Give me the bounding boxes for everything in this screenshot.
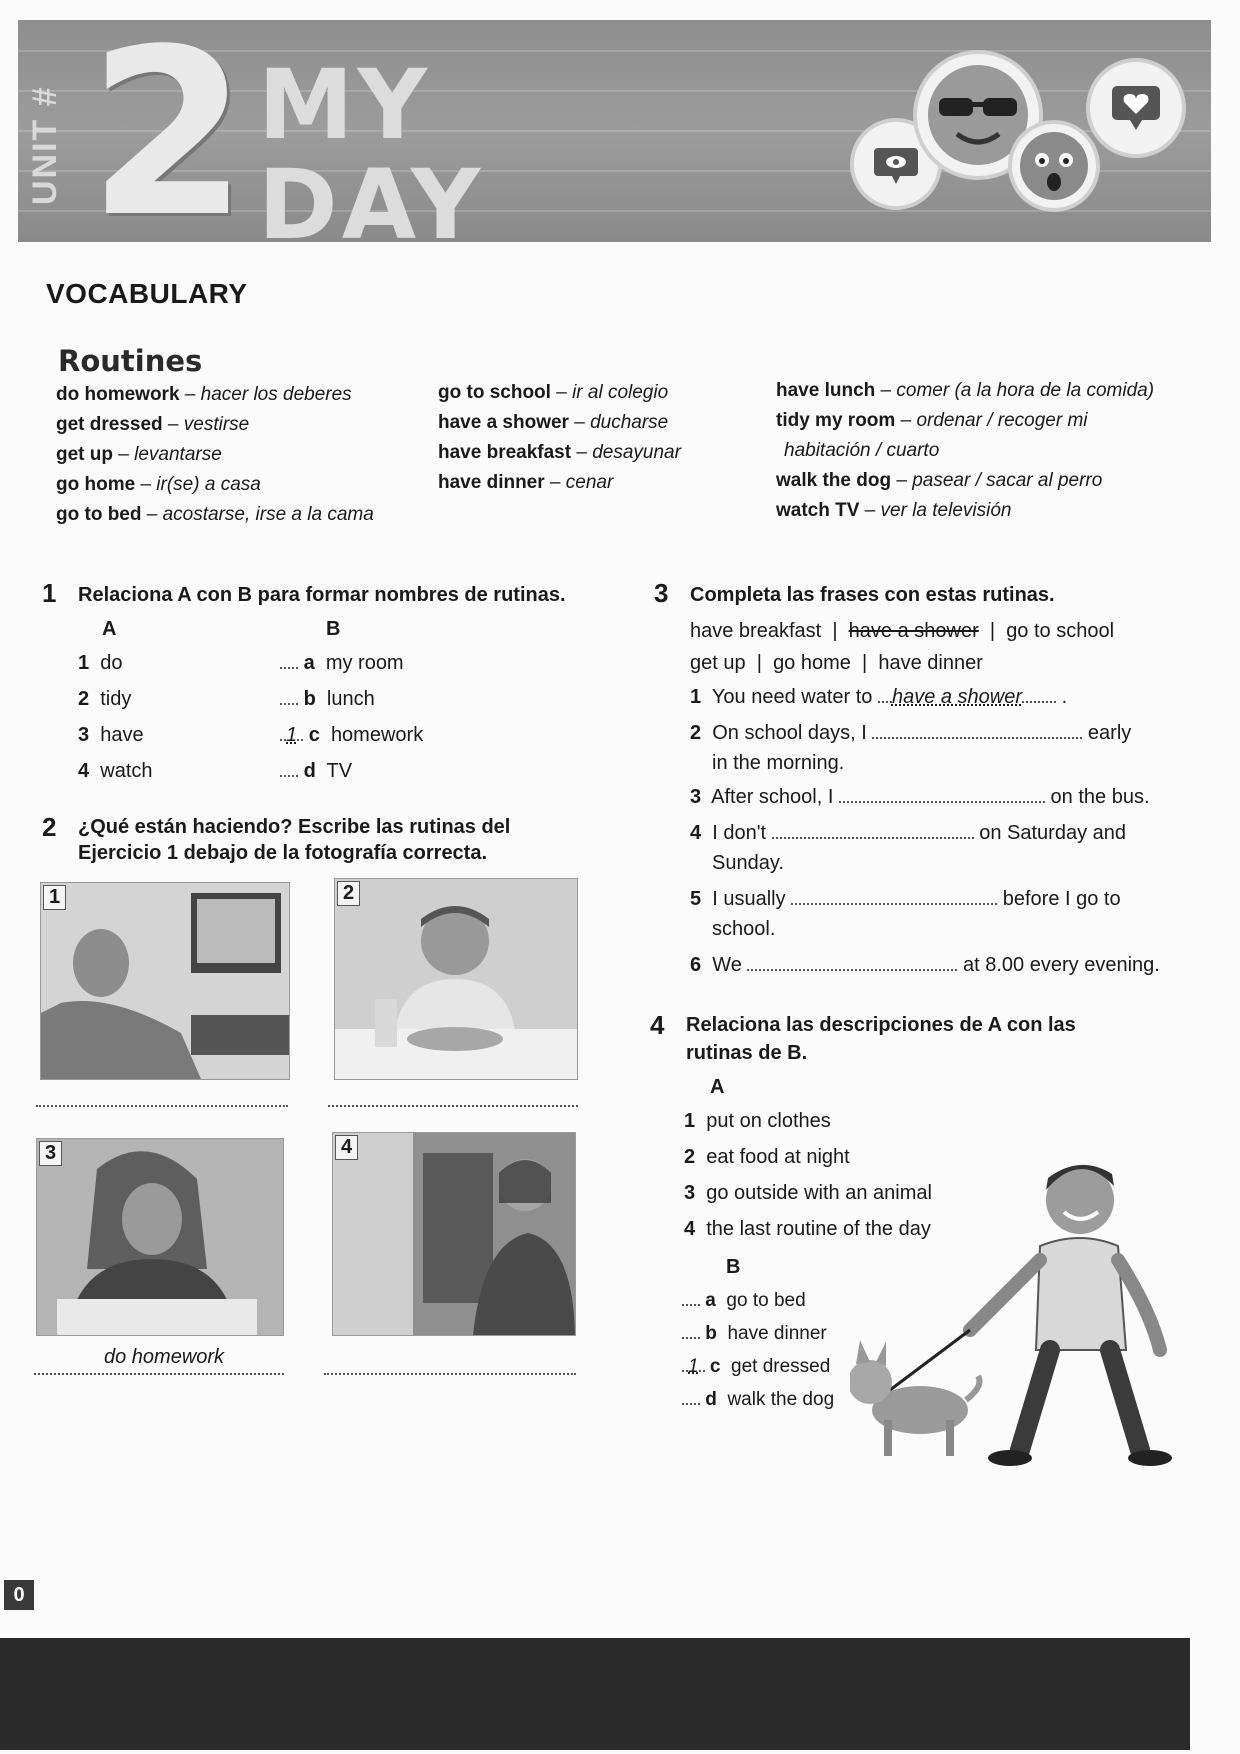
photo-1-answer-line[interactable] xyxy=(36,1104,288,1107)
ex4-item-a: 1 put on clothes xyxy=(684,1110,831,1132)
word-bank-item: have dinner xyxy=(878,652,983,674)
ex3-sentence-continuation: school. xyxy=(712,918,776,940)
exercise-2-number: 2 xyxy=(42,812,57,842)
vocab-entry: get up – levantarse xyxy=(56,444,222,465)
ex4-item-b: d walk the dog xyxy=(682,1389,834,1411)
photo-1-watching-tv xyxy=(40,882,290,1080)
exercise-1-number: 1 xyxy=(42,578,57,608)
exercise-4-title-line1: Relaciona las descripciones de A con las xyxy=(686,1014,1076,1036)
answer-blank[interactable] xyxy=(791,902,997,905)
page-number: 0 xyxy=(4,1580,34,1610)
photo-3-answer-line[interactable] xyxy=(34,1372,284,1375)
vocab-entry: get dressed – vestirse xyxy=(56,414,250,435)
ex4-item-b: b have dinner xyxy=(682,1323,827,1345)
ex1-item-b: b lunch xyxy=(280,688,375,711)
answer-blank[interactable] xyxy=(747,968,957,971)
ex4-item-a: 3 go outside with an animal xyxy=(684,1182,932,1204)
ex1-item-b: 1 c homework xyxy=(280,724,423,747)
vocab-column-3 xyxy=(776,376,1154,526)
vocab-entry: watch TV – ver la televisión xyxy=(776,500,1012,521)
ex1-item-a: 3 have xyxy=(78,724,144,746)
ex3-word-bank-line1: have breakfast | have a shower | go to school xyxy=(690,620,1115,642)
ex3-sentence: 4 I don't on Saturday and xyxy=(690,822,1127,844)
ex3-sentence: 5 I usually before I go to xyxy=(690,888,1121,910)
ex4-col-b-header: B xyxy=(726,1256,741,1278)
photo-number: 4 xyxy=(335,1135,358,1160)
photo-2-having-lunch xyxy=(334,878,578,1080)
ex4-item-b: a go to bed xyxy=(682,1290,806,1312)
unit-label: UNIT # xyxy=(26,85,64,205)
vocab-entry: tidy my room – ordenar / recoger mi xyxy=(776,410,1088,431)
photo-number: 2 xyxy=(337,881,360,906)
ex3-sentence: 1 You need water to have a shower . xyxy=(690,686,1068,708)
vocab-entry: go to school – ir al colegio xyxy=(438,382,669,403)
ex1-item-a: 4 watch xyxy=(78,760,153,782)
ex1-item-b: d TV xyxy=(280,760,352,783)
vocab-entry: do homework – hacer los deberes xyxy=(56,384,352,405)
exercise-3-title: Completa las frases con estas rutinas. xyxy=(690,584,1055,606)
word-bank-item: go to school xyxy=(1006,620,1115,642)
ex1-col-a-header: A xyxy=(102,618,117,640)
ex4-col-a-header: A xyxy=(710,1076,725,1098)
vocab-entry: have dinner – cenar xyxy=(438,472,614,493)
photo-number: 3 xyxy=(39,1141,62,1166)
photo-4-tidying-room xyxy=(332,1132,576,1336)
exercise-4-number: 4 xyxy=(650,1010,665,1040)
ex3-sentence-continuation: Sunday. xyxy=(712,852,784,874)
ex4-item-a: 2 eat food at night xyxy=(684,1146,850,1168)
ex3-sentence: 3 After school, I on the bus. xyxy=(690,786,1150,808)
ex3-sentence-continuation: in the morning. xyxy=(712,752,845,774)
routines-subheading: Routines xyxy=(58,344,203,378)
ex4-item-b: 1 c get dressed xyxy=(682,1356,830,1378)
unit-number: 2 xyxy=(88,20,249,242)
answer-blank[interactable] xyxy=(839,800,1045,803)
unit-title-line1: MY xyxy=(258,49,432,161)
unit-banner xyxy=(18,20,1211,242)
photo-2-answer-line[interactable] xyxy=(328,1104,578,1107)
boy-walking-dog-illustration xyxy=(850,1150,1180,1470)
surprised-emoji-icon xyxy=(1008,120,1100,212)
vocab-entry: have a shower – ducharse xyxy=(438,412,669,433)
exercise-4-title-line2: rutinas de B. xyxy=(686,1042,808,1064)
exercise-1-title: Relaciona A con B para formar nombres de rutinas. xyxy=(78,584,566,606)
unit-title-line2: DAY xyxy=(258,149,485,242)
answer-blank[interactable] xyxy=(872,736,1082,739)
exercise-2-title-line1: ¿Qué están haciendo? Escribe las rutinas del xyxy=(78,816,511,838)
ex3-sentence: 2 On school days, I early xyxy=(690,722,1132,744)
ex4-item-a: 4 the last routine of the day xyxy=(684,1218,931,1240)
vocab-entry-continuation: habitación / cuarto xyxy=(784,440,940,461)
vocabulary-heading: VOCABULARY xyxy=(46,278,248,309)
vocab-column-1 xyxy=(56,380,374,530)
exercise-2-title-line2: Ejercicio 1 debajo de la fotografía correcta. xyxy=(78,842,488,864)
answer-blank[interactable]: have a shower xyxy=(891,686,1023,708)
answer-blank[interactable] xyxy=(772,836,974,839)
photo-number: 1 xyxy=(43,885,66,910)
footer-bar xyxy=(0,1638,1190,1750)
photo-4-answer-line[interactable] xyxy=(324,1372,576,1375)
ex1-col-b-header: B xyxy=(326,618,341,640)
word-bank-item-used: have a shower xyxy=(848,620,979,642)
vocab-column-2 xyxy=(438,378,681,498)
vocab-entry: walk the dog – pasear / sacar al perro xyxy=(776,470,1103,491)
vocab-entry: have breakfast – desayunar xyxy=(438,442,681,463)
answer-blank[interactable]: 1 xyxy=(286,724,298,746)
vocab-entry: go home – ir(se) a casa xyxy=(56,474,261,495)
word-bank-item: go home xyxy=(773,652,851,674)
ex1-item-b: a my room xyxy=(280,652,404,675)
heart-speech-bubble-icon xyxy=(1086,58,1186,158)
answer-blank[interactable]: 1 xyxy=(688,1356,699,1377)
ex3-word-bank-line2: get up | go home | have dinner xyxy=(690,652,983,674)
ex3-sentence: 6 We at 8.00 every evening. xyxy=(690,954,1160,976)
ex1-item-a: 2 tidy xyxy=(78,688,132,710)
exercise-3-number: 3 xyxy=(654,578,669,608)
vocab-entry: have lunch – comer (a la hora de la comida) xyxy=(776,380,1155,401)
photo-3-caption: do homework xyxy=(104,1346,225,1368)
vocab-entry: go to bed – acostarse, irse a la cama xyxy=(56,504,374,525)
word-bank-item: have breakfast xyxy=(690,620,822,642)
ex1-item-a: 1 do xyxy=(78,652,123,674)
word-bank-item: get up xyxy=(690,652,746,674)
photo-3-doing-homework xyxy=(36,1138,284,1336)
